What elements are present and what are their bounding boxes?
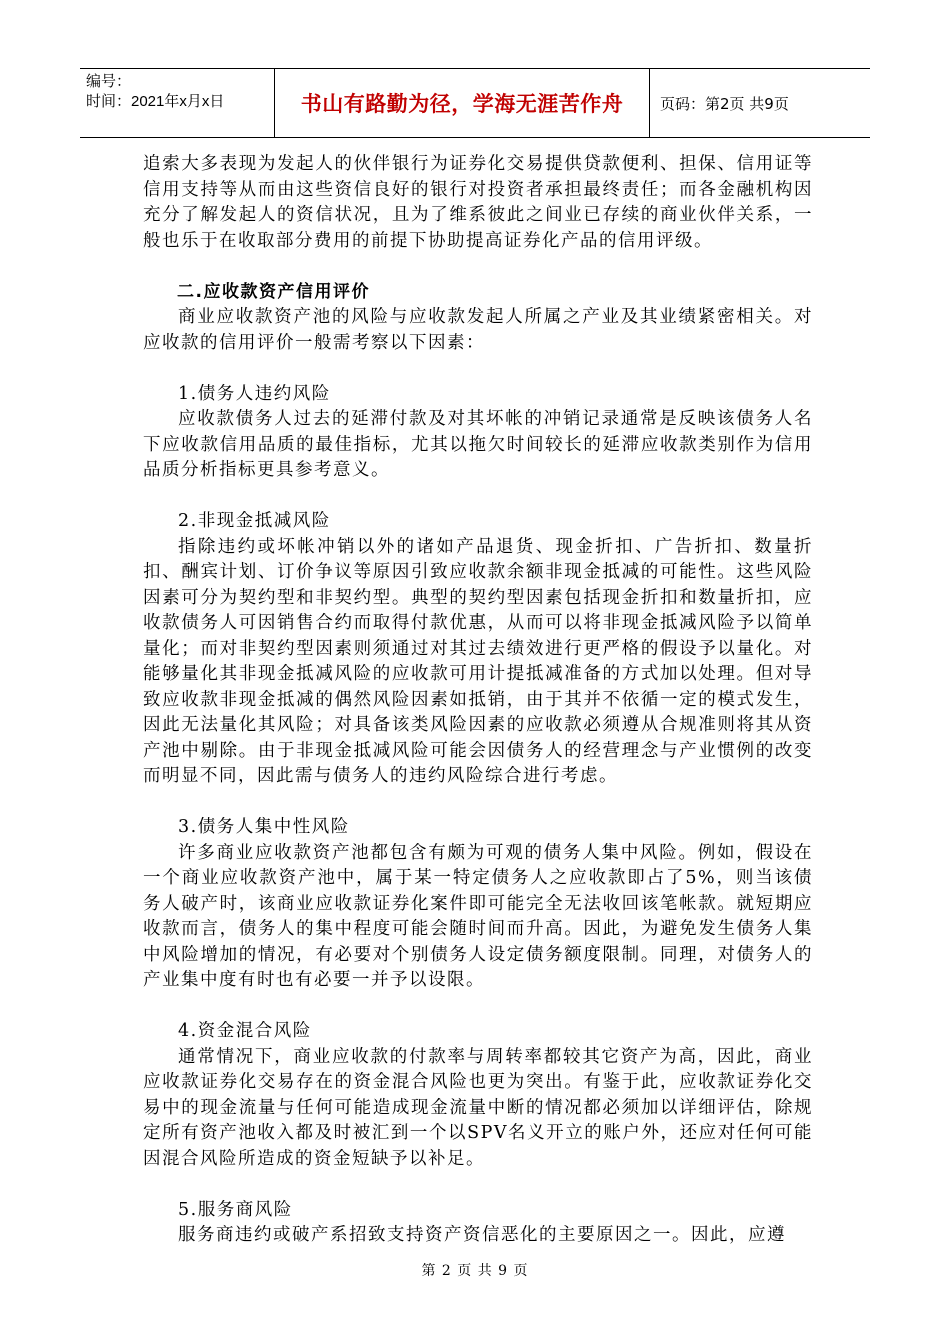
subsection-title: 3.债务人集中性风险 xyxy=(178,817,350,837)
document-time-label: 时间：2021年x月x日 xyxy=(86,93,225,110)
section-heading: 二.应收款资产信用评价 xyxy=(177,281,370,302)
paragraph: 指除违约或坏帐冲销以外的诸如产品退货、现金折扣、广告折扣、数量折扣、酬宾计划、订价争议等原因引致应收款余额非现金抵减的可能性。这些风险因素可分为契约型和非契约型。典型的契约型因素包括现金折扣和数量折扣，应收款债务人可因销售合约而取得付款优惠，从而可以将非现金抵减风险予以简单量化；而对非契约型因素则须通过对其过去绩效进行更严格的假设予以量化。对能够量化其非现金抵减风险的应收款可用计提抵减准备的方式加以处理。但对导致应收款非现金抵减的偶然风险因素如抵销，由于其并不依循一定的模式发生，因此无法量化其风险；对具备该类风险因素的应收款必须遵从合规准则将其从资产池中剔除。由于非现金抵减风险可能会因债务人的经营理念与产业惯例的改变而明显不同，因此需与债务人的违约风险综合进行考虑。 xyxy=(143,536,813,786)
paragraph: 通常情况下，商业应收款的付款率与周转率都较其它资产为高，因此，商业应收款证券化交易存在的资金混合风险也更为突出。有鉴于此，应收款证券化交易中的现金流量与任何可能造成现金流量中断的情况都必须加以详细评估，除规定所有资产池收入都及时被汇到一个以SPV名义开立的账户外，还应对任何可能因混合风险所造成的资金短缺予以补足。 xyxy=(143,1046,813,1169)
subsection-title: 2.非现金抵减风险 xyxy=(178,511,331,531)
paragraph: 追索大多表现为发起人的伙伴银行为证券化交易提供贷款便利、担保、信用证等信用支持等从而由这些资信良好的银行对投资者承担最终责任；而各金融机构因充分了解发起人的资信状况，且为了维系彼此之间业已存续的商业伙伴关系，一般也乐于在收取部分费用的前提下协助提高证券化产品的信用评级。 xyxy=(143,154,813,251)
page-header xyxy=(80,68,870,138)
paragraph: 商业应收款资产池的风险与应收款发起人所属之产业及其业绩紧密相关。对应收款的信用评价一般需考察以下因素： xyxy=(143,307,813,353)
header-meta xyxy=(80,69,275,137)
header-page-info: 页码：第2页 共9页 xyxy=(660,94,789,113)
document-body xyxy=(143,152,813,1249)
subsection-title: 1.债务人违约风险 xyxy=(178,383,331,404)
subsection-title: 5.服务商风险 xyxy=(178,1199,293,1220)
paragraph: 服务商违约或破产系招致支持资产资信恶化的主要原因之一。因此，应遵 xyxy=(178,1225,786,1245)
subsection-title: 4.资金混合风险 xyxy=(178,1021,312,1041)
header-motto: 书山有路勤为径，学海无涯苦作舟 xyxy=(275,69,650,137)
document-number-label: 编号： xyxy=(86,73,132,90)
paragraph: 应收款债务人过去的延滞付款及对其坏帐的冲销记录通常是反映该债务人名下应收款信用品质的最佳指标，尤其以拖欠时间较长的延滞应收款类别作为信用品质分析指标更具参考意义。 xyxy=(143,409,813,480)
page-footer: 第 2 页 共 9 页 xyxy=(421,1263,529,1279)
paragraph: 许多商业应收款资产池都包含有颇为可观的债务人集中风险。例如，假设在一个商业应收款资产池中，属于某一特定债务人之应收款即占了5%，则当该债务人破产时，该商业应收款证券化案件即可能完全无法收回该笔帐款。就短期应收款而言，债务人的集中程度可能会随时间而升高。因此，为避免发生债务人集中风险增加的情况，有必要对个别债务人设定债务额度限制。同理，对债务人的产业集中度有时也有必要一并予以设限。 xyxy=(143,842,813,990)
